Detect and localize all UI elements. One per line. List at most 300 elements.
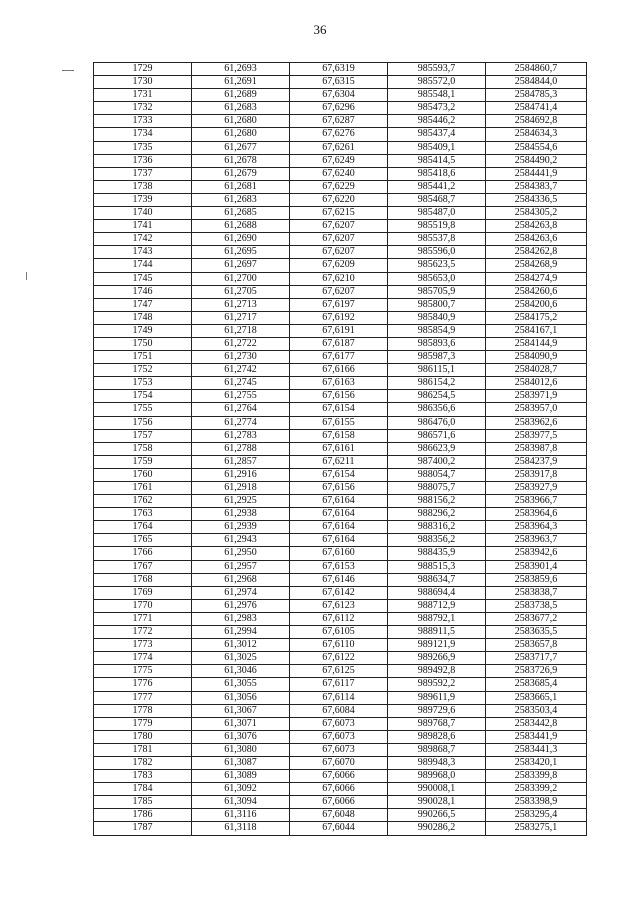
point-number-cell: 1758 [94, 442, 192, 455]
y-coordinate-cell: 2583977,5 [486, 429, 587, 442]
y-coordinate-cell: 2584262,8 [486, 246, 587, 259]
latitude-cell: 61,2681 [192, 180, 290, 193]
latitude-cell: 61,2918 [192, 482, 290, 495]
point-number-cell: 1767 [94, 560, 192, 573]
point-number-cell: 1740 [94, 207, 192, 220]
point-number-cell: 1781 [94, 743, 192, 756]
table-row [94, 796, 587, 809]
y-coordinate-cell: 2584336,5 [486, 193, 587, 206]
x-coordinate-cell: 985446,2 [388, 115, 486, 128]
x-coordinate-cell: 985487,0 [388, 207, 486, 220]
longitude-cell: 67,6084 [290, 704, 388, 717]
y-coordinate-cell: 2583964,3 [486, 521, 587, 534]
longitude-cell: 67,6114 [290, 691, 388, 704]
latitude-cell: 61,2685 [192, 207, 290, 220]
latitude-cell: 61,2916 [192, 468, 290, 481]
y-coordinate-cell: 2583665,1 [486, 691, 587, 704]
longitude-cell: 67,6164 [290, 521, 388, 534]
y-coordinate-cell: 2583420,1 [486, 756, 587, 769]
x-coordinate-cell: 989266,9 [388, 652, 486, 665]
table-row [94, 167, 587, 180]
y-coordinate-cell: 2584144,9 [486, 337, 587, 350]
y-coordinate-cell: 2583442,8 [486, 717, 587, 730]
latitude-cell: 61,2722 [192, 337, 290, 350]
longitude-cell: 67,6209 [290, 259, 388, 272]
table-row [94, 521, 587, 534]
latitude-cell: 61,2764 [192, 403, 290, 416]
point-number-cell: 1729 [94, 63, 192, 76]
longitude-cell: 67,6154 [290, 403, 388, 416]
longitude-cell: 67,6048 [290, 809, 388, 822]
x-coordinate-cell: 985414,5 [388, 154, 486, 167]
point-number-cell: 1748 [94, 311, 192, 324]
point-number-cell: 1739 [94, 193, 192, 206]
x-coordinate-cell: 986115,1 [388, 364, 486, 377]
latitude-cell: 61,2700 [192, 272, 290, 285]
x-coordinate-cell: 985572,0 [388, 76, 486, 89]
table-row [94, 770, 587, 783]
table-row [94, 220, 587, 233]
point-number-cell: 1762 [94, 495, 192, 508]
point-number-cell: 1764 [94, 521, 192, 534]
x-coordinate-cell: 986254,5 [388, 390, 486, 403]
longitude-cell: 67,6163 [290, 377, 388, 390]
y-coordinate-cell: 2584263,8 [486, 220, 587, 233]
table-row [94, 547, 587, 560]
table-row [94, 337, 587, 350]
latitude-cell: 61,3025 [192, 652, 290, 665]
y-coordinate-cell: 2584860,7 [486, 63, 587, 76]
table-row [94, 63, 587, 76]
point-number-cell: 1779 [94, 717, 192, 730]
margin-mark [26, 272, 27, 280]
table-row [94, 612, 587, 625]
point-number-cell: 1761 [94, 482, 192, 495]
point-number-cell: 1733 [94, 115, 192, 128]
longitude-cell: 67,6220 [290, 193, 388, 206]
longitude-cell: 67,6066 [290, 796, 388, 809]
x-coordinate-cell: 985840,9 [388, 311, 486, 324]
y-coordinate-cell: 2583838,7 [486, 586, 587, 599]
latitude-cell: 61,2938 [192, 508, 290, 521]
page-number: 36 [313, 22, 327, 37]
x-coordinate-cell: 988792,1 [388, 612, 486, 625]
x-coordinate-cell: 988075,7 [388, 482, 486, 495]
latitude-cell: 61,2683 [192, 102, 290, 115]
x-coordinate-cell: 985537,8 [388, 233, 486, 246]
y-coordinate-cell: 2584785,3 [486, 89, 587, 102]
table-row [94, 403, 587, 416]
latitude-cell: 61,2690 [192, 233, 290, 246]
y-coordinate-cell: 2583942,6 [486, 547, 587, 560]
point-number-cell: 1743 [94, 246, 192, 259]
longitude-cell: 67,6207 [290, 220, 388, 233]
x-coordinate-cell: 987400,2 [388, 455, 486, 468]
coordinates-table [93, 62, 587, 836]
latitude-cell: 61,2983 [192, 612, 290, 625]
longitude-cell: 67,6229 [290, 180, 388, 193]
point-number-cell: 1750 [94, 337, 192, 350]
y-coordinate-cell: 2584554,6 [486, 141, 587, 154]
point-number-cell: 1756 [94, 416, 192, 429]
table-row [94, 809, 587, 822]
longitude-cell: 67,6211 [290, 455, 388, 468]
longitude-cell: 67,6066 [290, 783, 388, 796]
table-row [94, 586, 587, 599]
point-number-cell: 1741 [94, 220, 192, 233]
y-coordinate-cell: 2584260,6 [486, 285, 587, 298]
y-coordinate-cell: 2584692,8 [486, 115, 587, 128]
x-coordinate-cell: 990028,1 [388, 796, 486, 809]
table-row [94, 207, 587, 220]
point-number-cell: 1772 [94, 626, 192, 639]
y-coordinate-cell: 2584263,6 [486, 233, 587, 246]
point-number-cell: 1747 [94, 298, 192, 311]
table-row [94, 76, 587, 89]
longitude-cell: 67,6296 [290, 102, 388, 115]
latitude-cell: 61,2705 [192, 285, 290, 298]
longitude-cell: 67,6153 [290, 560, 388, 573]
table-row [94, 89, 587, 102]
y-coordinate-cell: 2583962,6 [486, 416, 587, 429]
point-number-cell: 1736 [94, 154, 192, 167]
x-coordinate-cell: 985409,1 [388, 141, 486, 154]
longitude-cell: 67,6156 [290, 482, 388, 495]
point-number-cell: 1768 [94, 573, 192, 586]
point-number-cell: 1786 [94, 809, 192, 822]
x-coordinate-cell: 985473,2 [388, 102, 486, 115]
table-row [94, 691, 587, 704]
y-coordinate-cell: 2584844,0 [486, 76, 587, 89]
table-row [94, 599, 587, 612]
x-coordinate-cell: 988435,9 [388, 547, 486, 560]
longitude-cell: 67,6207 [290, 285, 388, 298]
y-coordinate-cell: 2584268,9 [486, 259, 587, 272]
point-number-cell: 1738 [94, 180, 192, 193]
table-row [94, 298, 587, 311]
y-coordinate-cell: 2583738,5 [486, 599, 587, 612]
x-coordinate-cell: 985653,0 [388, 272, 486, 285]
y-coordinate-cell: 2583717,7 [486, 652, 587, 665]
longitude-cell: 67,6191 [290, 324, 388, 337]
latitude-cell: 61,2679 [192, 167, 290, 180]
latitude-cell: 61,2678 [192, 154, 290, 167]
x-coordinate-cell: 985441,2 [388, 180, 486, 193]
latitude-cell: 61,2697 [192, 259, 290, 272]
x-coordinate-cell: 985893,6 [388, 337, 486, 350]
point-number-cell: 1749 [94, 324, 192, 337]
latitude-cell: 61,3118 [192, 822, 290, 835]
point-number-cell: 1754 [94, 390, 192, 403]
table-row [94, 246, 587, 259]
y-coordinate-cell: 2583964,6 [486, 508, 587, 521]
latitude-cell: 61,2994 [192, 626, 290, 639]
point-number-cell: 1752 [94, 364, 192, 377]
x-coordinate-cell: 989828,6 [388, 730, 486, 743]
table-row [94, 626, 587, 639]
margin-mark [62, 70, 74, 71]
y-coordinate-cell: 2583635,5 [486, 626, 587, 639]
point-number-cell: 1751 [94, 351, 192, 364]
table-row [94, 508, 587, 521]
latitude-cell: 61,3080 [192, 743, 290, 756]
longitude-cell: 67,6073 [290, 743, 388, 756]
longitude-cell: 67,6073 [290, 717, 388, 730]
longitude-cell: 67,6197 [290, 298, 388, 311]
y-coordinate-cell: 2583503,4 [486, 704, 587, 717]
longitude-cell: 67,6166 [290, 364, 388, 377]
latitude-cell: 61,2713 [192, 298, 290, 311]
y-coordinate-cell: 2583398,9 [486, 796, 587, 809]
point-number-cell: 1763 [94, 508, 192, 521]
longitude-cell: 67,6187 [290, 337, 388, 350]
table-row [94, 573, 587, 586]
x-coordinate-cell: 988054,7 [388, 468, 486, 481]
table-row [94, 652, 587, 665]
y-coordinate-cell: 2583859,6 [486, 573, 587, 586]
y-coordinate-cell: 2583685,4 [486, 678, 587, 691]
table-row [94, 233, 587, 246]
latitude-cell: 61,2957 [192, 560, 290, 573]
latitude-cell: 61,2680 [192, 115, 290, 128]
y-coordinate-cell: 2584012,6 [486, 377, 587, 390]
x-coordinate-cell: 990286,2 [388, 822, 486, 835]
x-coordinate-cell: 988515,3 [388, 560, 486, 573]
longitude-cell: 67,6123 [290, 599, 388, 612]
y-coordinate-cell: 2583917,8 [486, 468, 587, 481]
point-number-cell: 1777 [94, 691, 192, 704]
longitude-cell: 67,6164 [290, 495, 388, 508]
table-row [94, 783, 587, 796]
point-number-cell: 1742 [94, 233, 192, 246]
x-coordinate-cell: 988712,9 [388, 599, 486, 612]
table-row [94, 429, 587, 442]
latitude-cell: 61,2745 [192, 377, 290, 390]
x-coordinate-cell: 990008,1 [388, 783, 486, 796]
table-row [94, 639, 587, 652]
x-coordinate-cell: 989121,9 [388, 639, 486, 652]
latitude-cell: 61,2689 [192, 89, 290, 102]
latitude-cell: 61,2680 [192, 128, 290, 141]
x-coordinate-cell: 989968,0 [388, 770, 486, 783]
table-row [94, 180, 587, 193]
x-coordinate-cell: 986623,9 [388, 442, 486, 455]
longitude-cell: 67,6304 [290, 89, 388, 102]
latitude-cell: 61,2925 [192, 495, 290, 508]
latitude-cell: 61,3089 [192, 770, 290, 783]
table-row [94, 717, 587, 730]
latitude-cell: 61,2943 [192, 534, 290, 547]
longitude-cell: 67,6287 [290, 115, 388, 128]
table-row [94, 468, 587, 481]
x-coordinate-cell: 985519,8 [388, 220, 486, 233]
point-number-cell: 1731 [94, 89, 192, 102]
latitude-cell: 61,3087 [192, 756, 290, 769]
point-number-cell: 1730 [94, 76, 192, 89]
point-number-cell: 1776 [94, 678, 192, 691]
point-number-cell: 1757 [94, 429, 192, 442]
x-coordinate-cell: 985854,9 [388, 324, 486, 337]
longitude-cell: 67,6249 [290, 154, 388, 167]
point-number-cell: 1784 [94, 783, 192, 796]
table-row [94, 756, 587, 769]
x-coordinate-cell: 989948,3 [388, 756, 486, 769]
latitude-cell: 61,2976 [192, 599, 290, 612]
latitude-cell: 61,2774 [192, 416, 290, 429]
x-coordinate-cell: 985800,7 [388, 298, 486, 311]
x-coordinate-cell: 989492,8 [388, 665, 486, 678]
point-number-cell: 1773 [94, 639, 192, 652]
longitude-cell: 67,6142 [290, 586, 388, 599]
latitude-cell: 61,2688 [192, 220, 290, 233]
y-coordinate-cell: 2583295,4 [486, 809, 587, 822]
table-row [94, 560, 587, 573]
y-coordinate-cell: 2583901,4 [486, 560, 587, 573]
longitude-cell: 67,6276 [290, 128, 388, 141]
table-row [94, 364, 587, 377]
longitude-cell: 67,6156 [290, 390, 388, 403]
y-coordinate-cell: 2583441,9 [486, 730, 587, 743]
table-row [94, 678, 587, 691]
x-coordinate-cell: 989729,6 [388, 704, 486, 717]
point-number-cell: 1787 [94, 822, 192, 835]
table-row [94, 154, 587, 167]
latitude-cell: 61,3076 [192, 730, 290, 743]
table-row [94, 377, 587, 390]
y-coordinate-cell: 2584175,2 [486, 311, 587, 324]
latitude-cell: 61,3071 [192, 717, 290, 730]
longitude-cell: 67,6125 [290, 665, 388, 678]
longitude-cell: 67,6158 [290, 429, 388, 442]
table-row [94, 482, 587, 495]
latitude-cell: 61,2783 [192, 429, 290, 442]
table-row [94, 730, 587, 743]
point-number-cell: 1771 [94, 612, 192, 625]
x-coordinate-cell: 989868,7 [388, 743, 486, 756]
y-coordinate-cell: 2584167,1 [486, 324, 587, 337]
table-row [94, 351, 587, 364]
point-number-cell: 1760 [94, 468, 192, 481]
x-coordinate-cell: 985987,3 [388, 351, 486, 364]
point-number-cell: 1769 [94, 586, 192, 599]
longitude-cell: 67,6044 [290, 822, 388, 835]
longitude-cell: 67,6164 [290, 508, 388, 521]
longitude-cell: 67,6240 [290, 167, 388, 180]
x-coordinate-cell: 988694,4 [388, 586, 486, 599]
y-coordinate-cell: 2584634,3 [486, 128, 587, 141]
x-coordinate-cell: 985437,4 [388, 128, 486, 141]
x-coordinate-cell: 985418,6 [388, 167, 486, 180]
point-number-cell: 1735 [94, 141, 192, 154]
y-coordinate-cell: 2583966,7 [486, 495, 587, 508]
longitude-cell: 67,6210 [290, 272, 388, 285]
longitude-cell: 67,6215 [290, 207, 388, 220]
table-row [94, 115, 587, 128]
table-row [94, 193, 587, 206]
x-coordinate-cell: 989768,7 [388, 717, 486, 730]
y-coordinate-cell: 2583963,7 [486, 534, 587, 547]
y-coordinate-cell: 2584490,2 [486, 154, 587, 167]
y-coordinate-cell: 2584200,6 [486, 298, 587, 311]
longitude-cell: 67,6192 [290, 311, 388, 324]
y-coordinate-cell: 2584305,2 [486, 207, 587, 220]
longitude-cell: 67,6207 [290, 233, 388, 246]
latitude-cell: 61,2939 [192, 521, 290, 534]
latitude-cell: 61,3092 [192, 783, 290, 796]
latitude-cell: 61,2974 [192, 586, 290, 599]
y-coordinate-cell: 2583987,8 [486, 442, 587, 455]
longitude-cell: 67,6066 [290, 770, 388, 783]
x-coordinate-cell: 989611,9 [388, 691, 486, 704]
table-row [94, 390, 587, 403]
x-coordinate-cell: 988316,2 [388, 521, 486, 534]
y-coordinate-cell: 2584090,9 [486, 351, 587, 364]
table-row [94, 272, 587, 285]
x-coordinate-cell: 986154,2 [388, 377, 486, 390]
x-coordinate-cell: 985705,9 [388, 285, 486, 298]
point-number-cell: 1765 [94, 534, 192, 547]
x-coordinate-cell: 988356,2 [388, 534, 486, 547]
point-number-cell: 1732 [94, 102, 192, 115]
point-number-cell: 1745 [94, 272, 192, 285]
table-row [94, 102, 587, 115]
latitude-cell: 61,3046 [192, 665, 290, 678]
table-row [94, 324, 587, 337]
point-number-cell: 1759 [94, 455, 192, 468]
latitude-cell: 61,2950 [192, 547, 290, 560]
longitude-cell: 67,6070 [290, 756, 388, 769]
longitude-cell: 67,6261 [290, 141, 388, 154]
latitude-cell: 61,2718 [192, 324, 290, 337]
y-coordinate-cell: 2583275,1 [486, 822, 587, 835]
latitude-cell: 61,2693 [192, 63, 290, 76]
x-coordinate-cell: 985596,0 [388, 246, 486, 259]
table-row [94, 455, 587, 468]
y-coordinate-cell: 2584028,7 [486, 364, 587, 377]
longitude-cell: 67,6154 [290, 468, 388, 481]
longitude-cell: 67,6105 [290, 626, 388, 639]
point-number-cell: 1780 [94, 730, 192, 743]
point-number-cell: 1775 [94, 665, 192, 678]
latitude-cell: 61,3055 [192, 678, 290, 691]
coordinates-table-body [94, 63, 587, 836]
y-coordinate-cell: 2583927,9 [486, 482, 587, 495]
table-row [94, 442, 587, 455]
latitude-cell: 61,2677 [192, 141, 290, 154]
longitude-cell: 67,6073 [290, 730, 388, 743]
latitude-cell: 61,2691 [192, 76, 290, 89]
y-coordinate-cell: 2583957,0 [486, 403, 587, 416]
latitude-cell: 61,2788 [192, 442, 290, 455]
y-coordinate-cell: 2584274,9 [486, 272, 587, 285]
table-row [94, 495, 587, 508]
x-coordinate-cell: 986476,0 [388, 416, 486, 429]
latitude-cell: 61,2755 [192, 390, 290, 403]
x-coordinate-cell: 985623,5 [388, 259, 486, 272]
y-coordinate-cell: 2583971,9 [486, 390, 587, 403]
y-coordinate-cell: 2583399,2 [486, 783, 587, 796]
longitude-cell: 67,6155 [290, 416, 388, 429]
point-number-cell: 1744 [94, 259, 192, 272]
table-row [94, 285, 587, 298]
y-coordinate-cell: 2584383,7 [486, 180, 587, 193]
longitude-cell: 67,6177 [290, 351, 388, 364]
y-coordinate-cell: 2584237,9 [486, 455, 587, 468]
table-row [94, 141, 587, 154]
latitude-cell: 61,3056 [192, 691, 290, 704]
table-row [94, 311, 587, 324]
point-number-cell: 1770 [94, 599, 192, 612]
